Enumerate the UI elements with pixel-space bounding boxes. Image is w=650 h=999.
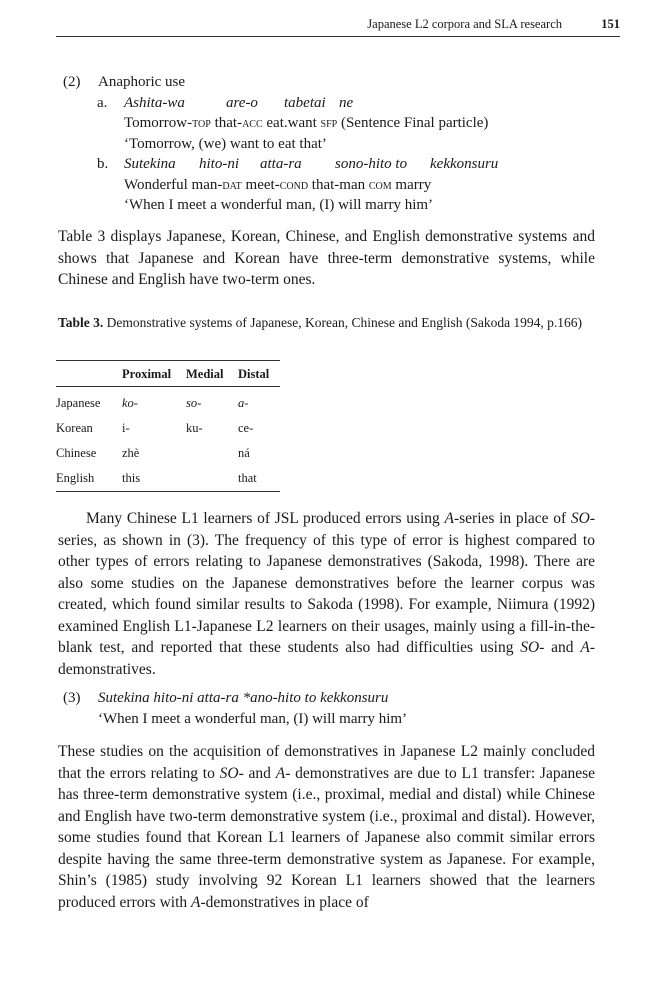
gloss-tag: sfp [320,116,338,131]
word: kekkonsuru [430,156,499,172]
table-cell: Korean [56,421,93,435]
example-letter: b. [97,156,109,172]
table-header-cell: Medial [180,361,232,387]
table-header-cell [56,361,116,387]
table-cell: ku- [186,421,203,435]
translation: ‘When I meet a wonderful man, (I) will marry him’ [98,710,408,727]
example-2b-words [58,154,618,175]
table-cell: English [56,471,95,485]
table-cell: this [122,471,141,485]
example-2b-translation [58,195,618,216]
table-header-cell: Distal [232,361,280,387]
text-run: - and [238,764,276,782]
word: Sutekina [124,156,176,172]
example-number: (2) [63,74,81,90]
table-cell: that [238,471,257,485]
table-cell: ce- [238,421,254,435]
example-2a-words [58,93,618,114]
demonstrative-table [56,360,280,492]
example-number: (3) [63,690,81,706]
gloss-text: Wonderful man- [124,176,223,193]
gloss-tag: top [192,116,211,131]
table-row [56,466,280,492]
translation: ‘Tomorrow, (we) want to eat that’ [124,135,327,152]
example-letter: a. [97,94,108,111]
italic-run: A [580,639,590,656]
gloss-text: eat.want [262,115,321,131]
table-cell [180,466,232,492]
text-run: - demonstratives are due to L1 transfer: Japanese has three-term demonstrative system (i.e., proximal, medial and distal) while Chinese and English have two-term demonstrative system (i.e., proximal and distal). However, some studies found that Korean L1 learners of Japanese also commit similar errors despite having the same three-term demonstrative system as Japanese. For example, Shin’s (1985) study involving 92 Korean L1 learners showed that the learners produced errors with [58,764,595,911]
table-header-cell: Proximal [116,361,180,387]
table-row [56,416,280,441]
italic-run: SO [520,639,540,656]
table-row [56,441,280,466]
word: atta-ra [260,156,302,172]
gloss-text: (Sentence Final particle) [337,115,489,131]
table-cell: so- [186,396,202,410]
table-cell: zhè [122,446,140,460]
word: ne [339,94,354,111]
gloss-text: Tomorrow- [124,115,193,131]
gloss-text: that-man [308,176,369,193]
text-run: These studies on the acquisition of demonstratives in Japanese L2 mainly concluded that the errors relating to [58,743,595,782]
table-cell: a- [238,396,249,410]
italic-run: A [444,510,454,527]
italic-run: A [275,764,286,782]
running-title: Japanese L2 corpora and SLA research [367,17,562,31]
gloss-text: meet- [241,176,280,193]
paragraph-table-intro: Table 3 displays Japanese, Korean, Chinese, and English demonstrative systems and shows that Japanese and Korean have three-term demonstrative systems, while Chinese and English have two-term ones. [58,228,595,288]
table-cell [180,441,232,466]
gloss-tag: cond [279,177,309,193]
table-row [56,387,280,417]
text-run: -demonstratives. [58,639,595,678]
text-run: -series in place of [453,510,571,527]
page-number: 151 [601,17,620,31]
example-2 [58,72,618,216]
italic-run: SO [219,764,239,782]
table-header-row [56,361,280,387]
word: are-o [226,94,258,111]
italic-run: A [191,893,201,911]
word: hito-ni [199,156,239,172]
table-cell: i- [122,421,130,435]
example-2a-gloss [58,113,618,134]
text-run: - and [539,639,581,656]
gloss-text: that- [210,115,243,131]
table-caption-text: Demonstrative systems of Japanese, Korean, Chinese and English (Sakoda 1994, p.166) [106,315,583,330]
table-caption [58,312,598,333]
text-run: Many Chinese L1 learners of JSL produced errors using [86,510,445,527]
table-caption-label: Table 3. [58,315,104,330]
italic-run: SO [570,510,590,527]
example-2a-translation [58,134,618,155]
word: tabetai [284,94,326,111]
translation: ‘When I meet a wonderful man, (I) will marry him’ [124,197,434,213]
text-run: -demonstratives in place of [200,893,369,911]
text-run: -series, as shown in (3). The frequency of this type of error is highest compared to other types of errors relating to Japanese demonstratives (Sakoda, 1998). There are also some studies on the Japanese demonstratives before the learner corpus was created, which found similar results to Sakoda (1998). For example, Niimura (1992) examined English L1-Japanese L2 learners on their usages, mainly using a fill-in-the-blank test, and reported that these students also had difficulties using [58,510,595,656]
word: Ashita-wa [124,94,185,111]
table-cell: Japanese [56,396,101,410]
paragraph-acquisition-studies [58,741,595,913]
gloss-tag: acc [242,116,263,131]
table-cell: ná [238,446,250,460]
word: sono-hito to [335,156,408,172]
example-sentence: Sutekina hito-ni atta-ra *ano-hito to kekkonsuru [98,690,389,706]
example-2b-gloss [58,175,618,196]
table-cell: Chinese [56,446,97,460]
example-title: Anaphoric use [98,74,186,90]
example-3 [58,688,618,729]
table-cell: ko- [122,396,138,410]
gloss-tag: dat [222,177,242,193]
gloss-text: marry [391,176,432,193]
paragraph-chinese-learners [58,508,595,680]
running-header [56,10,620,37]
gloss-tag: com [368,177,392,193]
